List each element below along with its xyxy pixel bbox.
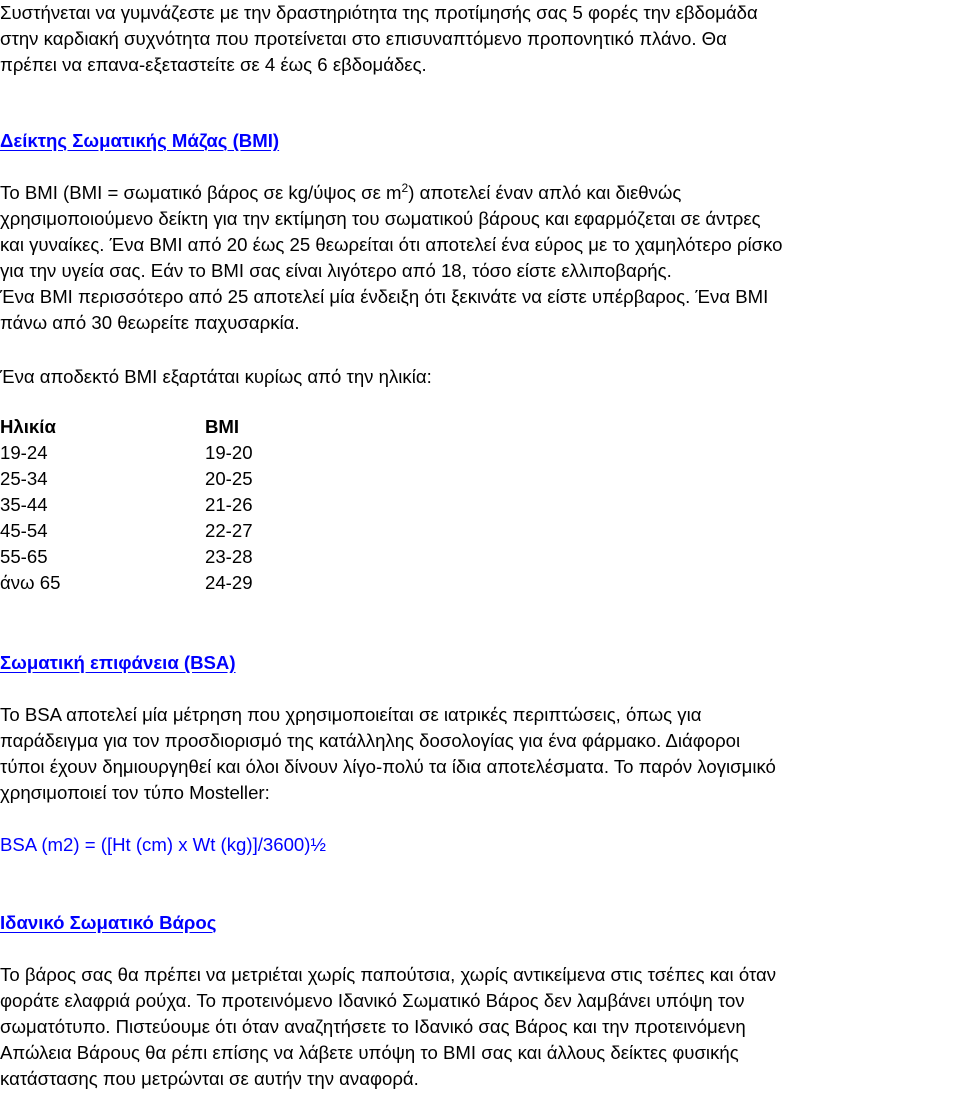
table-header-row [0, 414, 253, 440]
table-row [0, 440, 253, 466]
text-line: Συστήνεται να γυμνάζεστε με την δραστηριότητα της προτίμησής σας 5 φορές την εβδομάδα [0, 2, 758, 23]
age-cell: άνω 65 [0, 572, 61, 593]
bsa-paragraph [0, 702, 960, 806]
text-line: πάνω από 30 θεωρείτε παχυσαρκία. [0, 312, 300, 333]
text-line: Απώλεια Βάρους θα ρέπι επίσης να λάβετε υπόψη το BMI σας και άλλους δείκτες φυσικής [0, 1042, 739, 1063]
bmi-formula-text: Το BMI (BMI = σωματικό βάρος σε kg/ύψος σε m [0, 182, 402, 203]
table-row [0, 544, 253, 570]
ideal-weight-paragraph [0, 962, 960, 1092]
text-line: κατάστασης που μετρώνται σε αυτήν την αναφορά. [0, 1068, 419, 1089]
bsa-heading: Σωματική επιφάνεια (BSA) [0, 652, 236, 673]
age-cell: 19-24 [0, 442, 48, 463]
age-cell: 55-65 [0, 546, 48, 567]
text-line: στην καρδιακή συχνότητα που προτείνεται στο επισυναπτόμενο προπονητικό πλάνο. Θα [0, 28, 727, 49]
bmi-cell: 22-27 [205, 520, 253, 541]
text-line: σωματότυπο. Πιστεύουμε ότι όταν αναζητήσετε το Ιδανικό σας Βάρος και την προτεινόμενη [0, 1016, 746, 1037]
text-line: Ένα BMI περισσότερο από 25 αποτελεί μία ένδειξη ότι ξεκινάτε να είστε υπέρβαρος. Ένα BMI [0, 286, 769, 307]
age-cell: 45-54 [0, 520, 48, 541]
intro-paragraph [0, 0, 960, 78]
text-line: για την υγεία σας. Εάν το BMI σας είναι λιγότερο από 18, τόσο είστε ελλιποβαρής. [0, 260, 672, 281]
text-line: παράδειγμα για τον προσδιορισμό της κατάλληλης δοσολογίας για ένα φάρμακο. Διάφοροι [0, 730, 741, 751]
text-line: χρησιμοποιούμενο δείκτη για την εκτίμηση του σωματικού βάρους και εφαρμόζεται σε άντρες [0, 208, 761, 229]
text-line: φοράτε ελαφριά ρούχα. Το προτεινόμενο Ιδανικό Σωματικό Βάρος δεν λαμβάνει υπόψη τον [0, 990, 745, 1011]
age-column-header: Ηλικία [0, 416, 56, 437]
bmi-cell: 23-28 [205, 546, 253, 567]
table-row [0, 518, 253, 544]
bmi-cell: 19-20 [205, 442, 253, 463]
ideal-weight-heading: Ιδανικό Σωματικό Βάρος [0, 912, 217, 933]
text-line: πρέπει να επανα-εξεταστείτε σε 4 έως 6 εβδομάδες. [0, 54, 427, 75]
table-row [0, 466, 253, 492]
bmi-cell: 24-29 [205, 572, 253, 593]
age-cell: 25-34 [0, 468, 48, 489]
age-cell: 35-44 [0, 494, 48, 515]
table-row [0, 492, 253, 518]
bmi-formula-text-continued: ) αποτελεί έναν απλό και διεθνώς [408, 182, 682, 203]
bmi-heading: Δείκτης Σωματικής Μάζας (BMI) [0, 130, 280, 151]
text-line: Το BSA αποτελεί μία μέτρηση που χρησιμοποιείται σε ιατρικές περιπτώσεις, όπως για [0, 704, 702, 725]
bmi-column-header: BMI [205, 416, 240, 437]
bmi-paragraph [0, 180, 960, 336]
bmi-cell: 20-25 [205, 468, 253, 489]
text-line: και γυναίκες. Ένα BMI από 20 έως 25 θεωρείται ότι αποτελεί ένα εύρος με το χαμηλότερο ρίσκο [0, 234, 783, 255]
text-line [0, 180, 960, 206]
bmi-by-age-table [0, 414, 253, 596]
text-line: τύποι έχουν δημιουργηθεί και όλοι δίνουν λίγο-πολύ τα ίδια αποτελέσματα. Το παρόν λογισμικό [0, 756, 776, 777]
bsa-formula: BSA (m2) = ([Ht (cm) x Wt (kg)]/3600)½ [0, 834, 326, 855]
text-line: Ένα αποδεκτό BMI εξαρτάται κυρίως από την ηλικία: [0, 366, 432, 387]
table-row [0, 570, 253, 596]
bmi-age-intro [0, 364, 960, 390]
text-line: Το βάρος σας θα πρέπει να μετριέται χωρίς παπούτσια, χωρίς αντικείμενα στις τσέπες και όταν [0, 964, 777, 985]
text-line: χρησιμοποιεί τον τύπο Mosteller: [0, 782, 270, 803]
superscript-exponent: 2 [401, 181, 409, 195]
bmi-cell: 21-26 [205, 494, 253, 515]
